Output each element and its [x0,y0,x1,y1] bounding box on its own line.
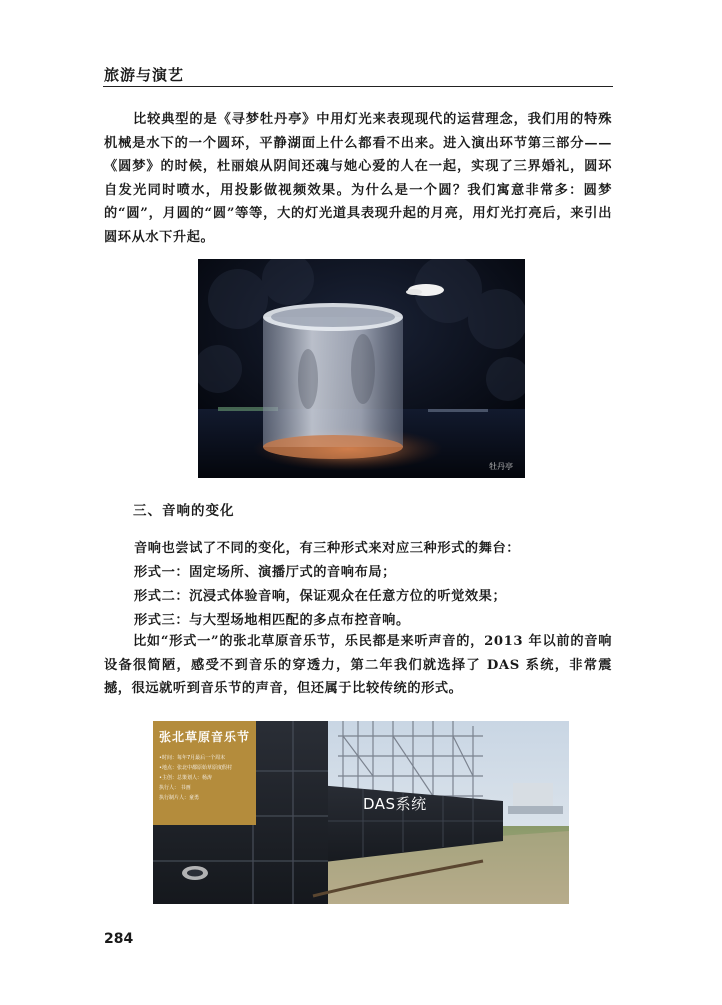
header-rule [103,86,613,87]
figure-das-system-photo [153,721,569,904]
page-number: 284 [104,931,134,947]
festival-panel-title: 张北草原音乐节 [159,730,251,744]
list-item-form-three: 形式三：与大型场地相匹配的多点布控音响。 [134,613,410,628]
paragraph-three-forms-intro: 音响也尝试了不同的变化，有三种形式来对应三种形式的舞台： [134,541,521,556]
festival-panel-line: •主创：总策划人：杨涛 [159,775,212,781]
paragraph-mudan-ting: 比较典型的是《寻梦牡丹亭》中用灯光来表现现代的运营理念，我们用的特殊机械是水下的一个圆环，平静湖面上什么都看不出来。进入演出环节第三部分——《圆梦》的时候，杜丽娘从阴间还魂与她心爱的人在一起，实现了三界婚礼，圆环自发光同时喷水，用投影做视频效果。为什么是一个圆？我们寓意非常多：圆梦的“圆”，月圆的“圆”等等，大的灯光道具表现升起的月亮，用灯光打亮后，来引出圆环从水下升起。 [104,112,612,245]
festival-panel-line: 执行制片人：童勇 [159,795,200,801]
running-header-title: 旅游与演艺 [104,66,185,84]
festival-panel-line: •地点：张北中都原始草原度假村 [159,765,232,771]
list-item-form-one: 形式一：固定场所、演播厅式的音响布局； [134,565,396,580]
paragraph-zhangbei-festival: 比如“形式一”的张北草原音乐节，乐民都是来听声音的，2013 年以前的音响设备很简陋，感受不到音乐的穿透力，第二年我们就选择了 DAS 系统，非常震撼，很远就听到音乐节的声音，但还属于比较传统的形式。 [104,634,612,697]
das-system-label: DAS系统 [363,795,427,813]
stage-photo [198,259,525,478]
figure-glowing-ring-stage [198,259,525,478]
festival-panel-line: 执行人： 书画 [159,785,191,791]
festival-info-panel [153,721,256,825]
festival-panel-line: •时间：每年7月最后一个周末 [159,755,226,761]
section-heading: 三、音响的变化 [133,503,235,519]
list-item-form-two: 形式二：沉浸式体验音响，保证观众在任意方位的听觉效果； [134,589,507,604]
photo-signature: 牡丹亭 [489,462,513,471]
